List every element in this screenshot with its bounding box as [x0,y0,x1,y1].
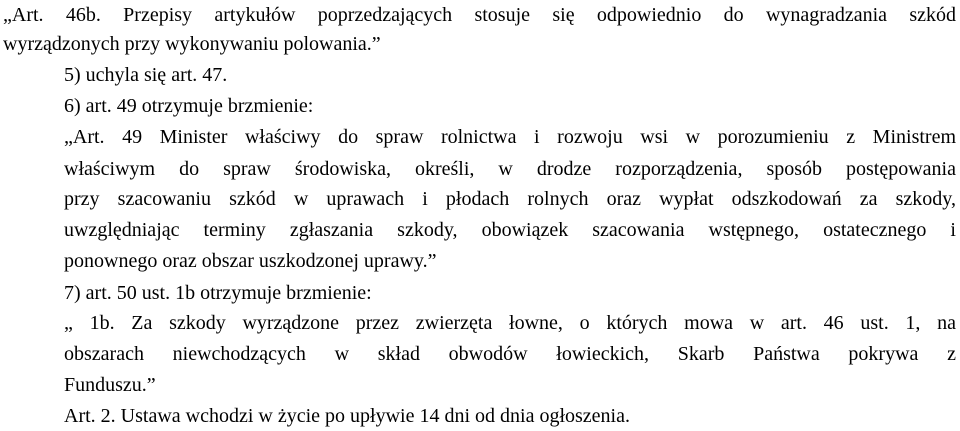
text-line-art-49-cont-1: właściwym do spraw środowiska, określi, w drodze rozporządzenia, sposób postępowania [64,158,956,180]
text-line-art-49: „Art. 49 Minister właściwy do spraw rolnictwa i rozwoju wsi w porozumieniu z Ministrem [64,126,956,148]
text-line-art-49-end: ponownego oraz obszar uszkodzonej uprawy.” [64,250,437,272]
text-line-ust-1b-end: Funduszu.” [64,374,156,396]
text-line-art-2: Art. 2. Ustawa wchodzi w życie po upływie 14 dni od dnia ogłoszenia. [64,405,630,427]
text-line-art-46b-end: wyrządzonych przy wykonywaniu polowania.” [3,33,381,55]
text-line-art-49-cont-3: uwzględniając terminy zgłaszania szkody, obowiązek szacowania wstępnego, ostatecznego i [64,219,956,241]
text-line-point-6: 6) art. 49 otrzymuje brzmienie: [64,95,314,117]
text-line-art-46b: „Art. 46b. Przepisy artykułów poprzedzających stosuje się odpowiednio do wynagradzania szkód [3,4,956,26]
text-line-point-5: 5) uchyla się art. 47. [64,64,228,86]
text-line-ust-1b: „ 1b. Za szkody wyrządzone przez zwierzęta łowne, o których mowa w art. 46 ust. 1, na [64,312,956,334]
text-line-art-49-cont-2: przy szacowaniu szkód w uprawach i płodach rolnych oraz wypłat odszkodowań za szkody, [64,188,956,210]
text-line-ust-1b-cont: obszarach niewchodzących w skład obwodów łowieckich, Skarb Państwa pokrywa z [64,343,956,365]
text-line-point-7: 7) art. 50 ust. 1b otrzymuje brzmienie: [64,282,372,304]
